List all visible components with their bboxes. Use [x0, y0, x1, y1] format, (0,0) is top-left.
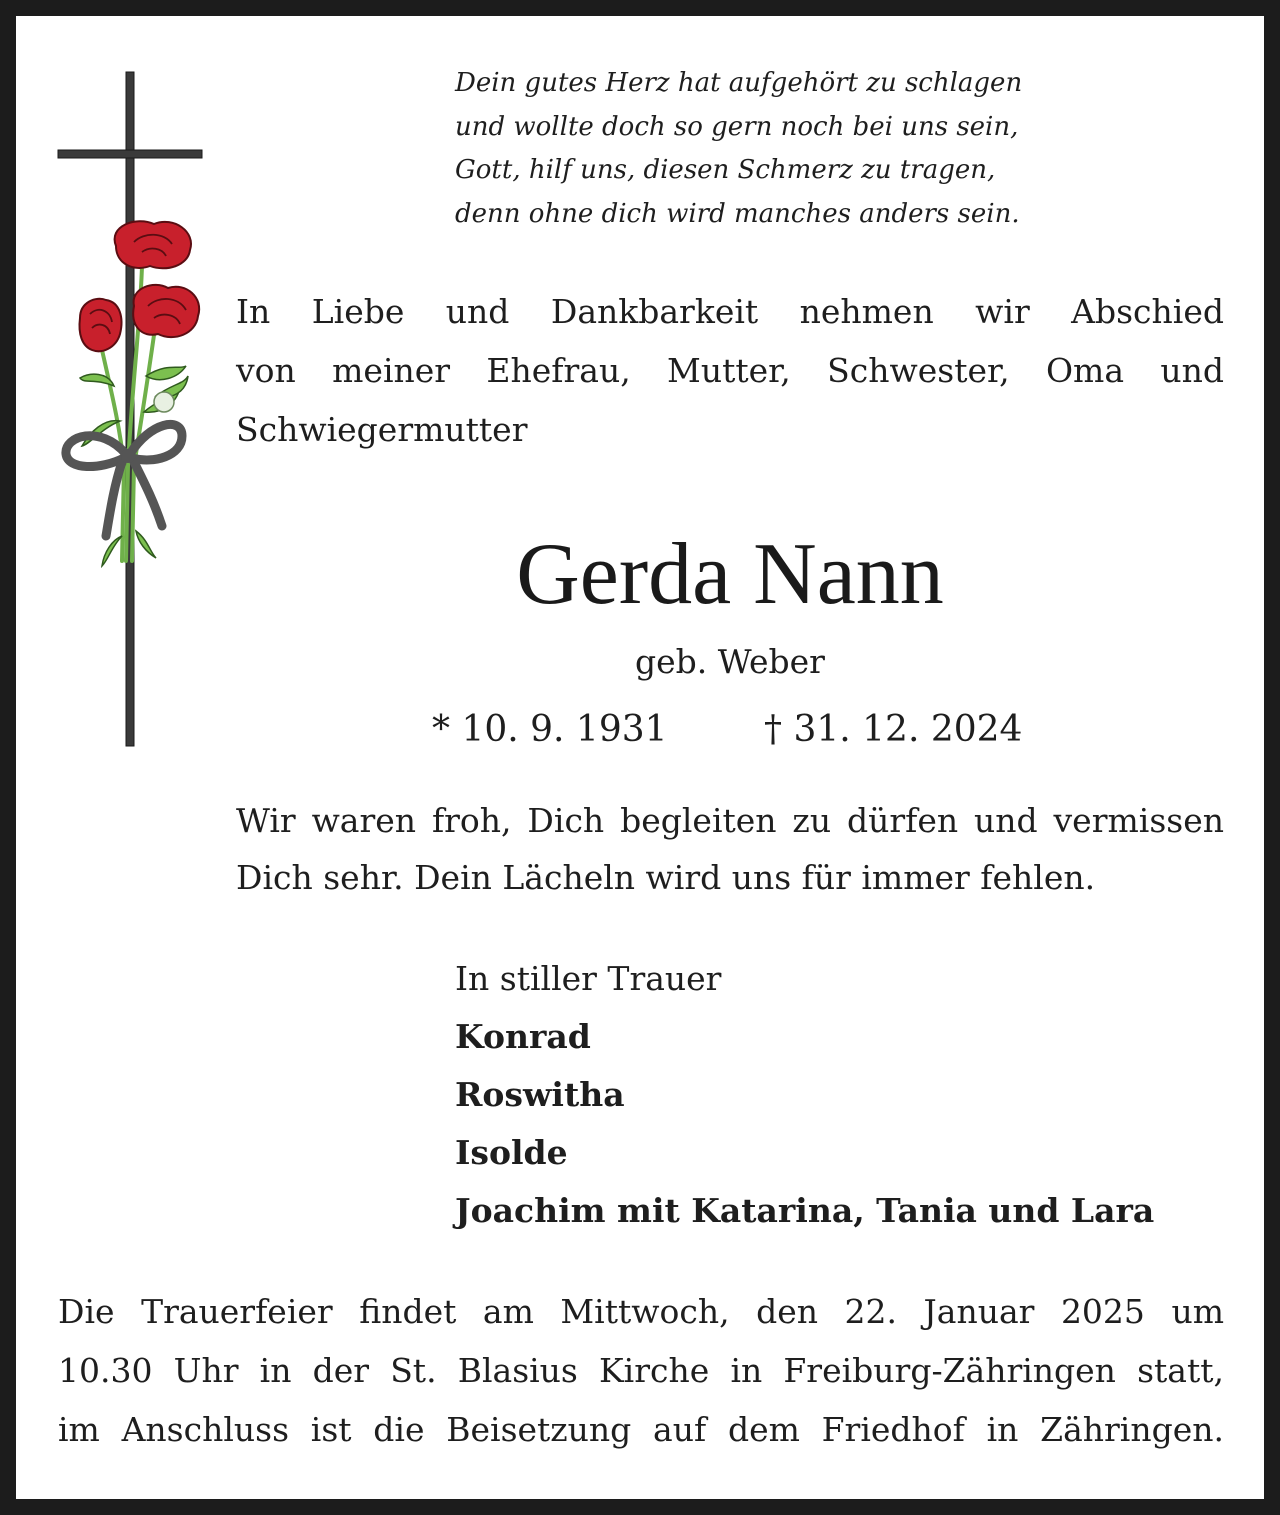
farewell-intro [236, 282, 1224, 459]
rose-icon [80, 299, 122, 351]
memory-line: Dich sehr. Dein Lächeln wird uns für immer fehlen. [236, 858, 1096, 897]
rose-icon [133, 285, 199, 337]
mourner-name: Isolde [455, 1133, 568, 1172]
ceremony-line: im Anschluss ist die Beisetzung auf dem Friedhof in Zähringen. [58, 1410, 1224, 1449]
poem-line: und wollte doch so gern noch bei uns sein, [455, 111, 1019, 142]
funeral-details [58, 1282, 1224, 1459]
intro-line: von meiner Ehefrau, Mutter, Schwester, Oma und [236, 351, 1224, 390]
birth-date: * 10. 9. 1931 [432, 709, 668, 750]
poem-line: Gott, hilf uns, diesen Schmerz zu tragen, [455, 155, 996, 185]
memory-text [236, 792, 1224, 906]
poem-line: Dein gutes Herz hat aufgehört zu schlagen [455, 68, 1023, 98]
death-date: † 31. 12. 2024 [764, 709, 1023, 750]
cross-with-roses-decoration [50, 66, 210, 756]
ceremony-line: Die Trauerfeier findet am Mittwoch, den 22. Januar 2025 um [58, 1292, 1224, 1331]
ceremony-line: 10.30 Uhr in der St. Blasius Kirche in Freiburg-Zähringen statt, [58, 1351, 1224, 1390]
poem-line: denn ohne dich wird manches anders sein. [455, 198, 1020, 229]
mourner-name: Roswitha [455, 1075, 625, 1114]
mourner-name: Joachim mit Katarina, Tania und Lara [455, 1191, 1155, 1230]
mourning-label: In stiller Trauer [455, 959, 722, 998]
mourner-name: Konrad [455, 1017, 591, 1056]
maiden-name: geb. Weber [635, 642, 825, 681]
intro-line: In Liebe und Dankbarkeit nehmen wir Abschied [236, 292, 1224, 331]
rose-icon [115, 221, 191, 268]
memorial-poem [455, 62, 1155, 236]
memory-line: Wir waren froh, Dich begleiten zu dürfen und vermissen [236, 801, 1224, 840]
deceased-name: Gerda Nann [516, 526, 944, 623]
intro-line: Schwiegermutter [236, 410, 528, 449]
mourner-list [455, 1008, 1235, 1240]
mourners-block [455, 950, 1235, 1240]
